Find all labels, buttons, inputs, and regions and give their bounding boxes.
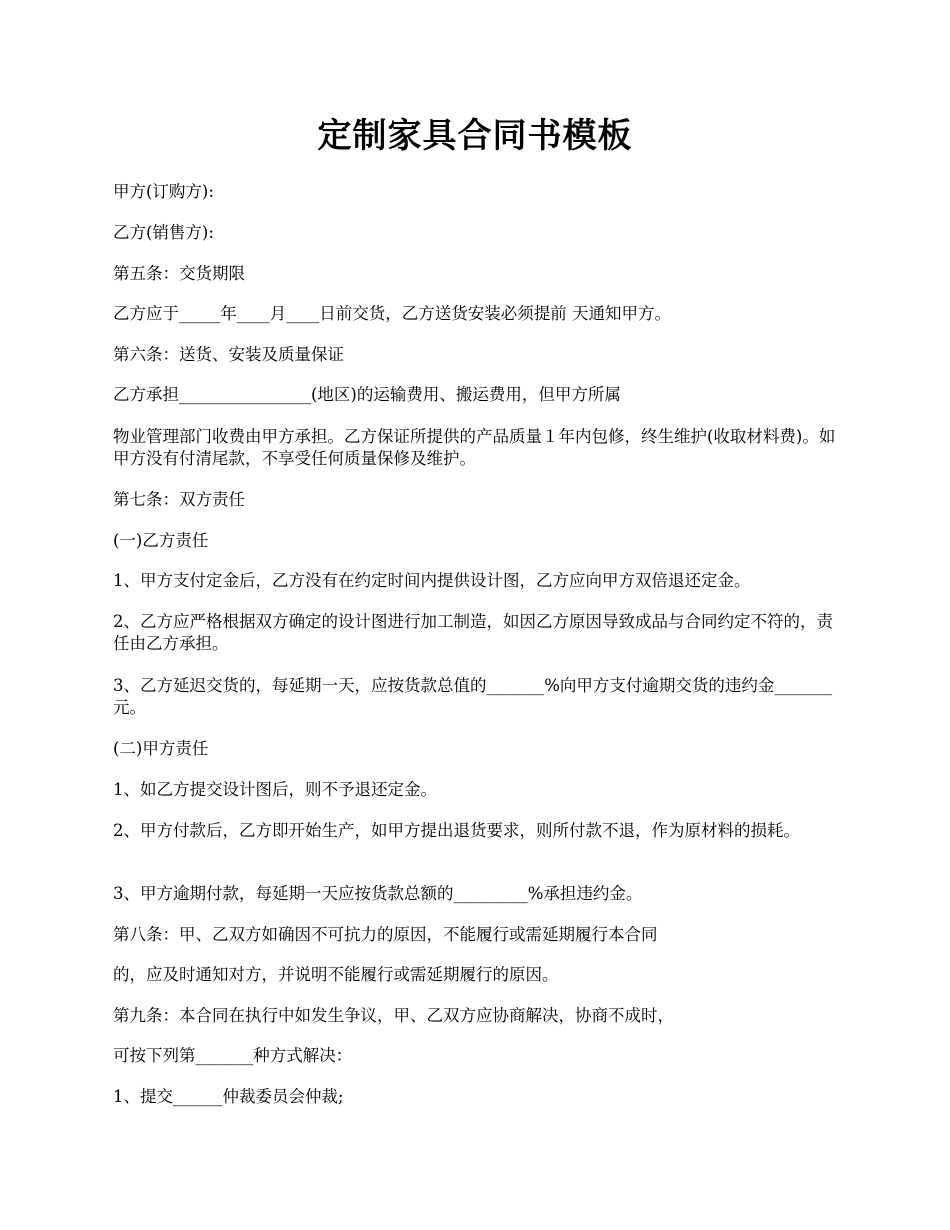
article-9-text-2: 可按下列第_______种方式解决： bbox=[113, 1046, 353, 1065]
arbitration-option-1: 1、提交______仲裁委员会仲裁; bbox=[113, 1087, 344, 1106]
party-a-duties-heading: (二)甲方责任 bbox=[113, 739, 209, 758]
party-a-duty-3: 3、甲方逾期付款，每延期一天应按货款总额的_________%承担违约金。 bbox=[113, 884, 643, 903]
party-a-duty-1: 1、如乙方提交设计图后，则不予退还定金。 bbox=[113, 780, 437, 799]
party-a-line: 甲方(订购方): bbox=[113, 182, 214, 201]
party-b-duty-1: 1、甲方支付定金后，乙方没有在约定时间内提供设计图，乙方应向甲方双倍退还定金。 bbox=[113, 571, 751, 590]
party-a-duty-2: 2、甲方付款后，乙方即开始生产，如甲方提出退货要求，则所付款不退，作为原材料的损耗。 bbox=[113, 821, 800, 840]
article-7-heading: 第七条：双方责任 bbox=[113, 490, 245, 509]
article-8-text-1: 第八条：甲、乙双方如确因不可抗力的原因，不能履行或需延期履行本合同 bbox=[113, 925, 658, 944]
article-5-heading: 第五条：交货期限 bbox=[113, 264, 245, 283]
party-b-duty-3: 3、乙方延迟交货的，每延期一天，应按货款总值的_______%向甲方支付逾期交货的违约金_______元。 bbox=[113, 676, 833, 717]
article-8-text-2: 的，应及时通知对方，并说明不能履行或需延期履行的原因。 bbox=[113, 965, 559, 984]
article-5-text: 乙方应于_____年____月____日前交货，乙方送货安装必须提前 天通知甲方。 bbox=[113, 304, 671, 323]
article-6-heading: 第六条：送货、安装及质量保证 bbox=[113, 345, 344, 364]
party-b-duties-heading: (一)乙方责任 bbox=[113, 531, 209, 550]
article-6-text-2: 物业管理部门收费由甲方承担。乙方保证所提供的产品质量１年内包修，终生维护(收取材料费)。如甲方没有付清尾款，不享受任何质量保修及维护。 bbox=[113, 427, 836, 468]
article-6-text-1: 乙方承担________________(地区)的运输费用、搬运费用，但甲方所属 bbox=[113, 385, 621, 404]
article-9-text-1: 第九条：本合同在执行中如发生争议，甲、乙双方应协商解决，协商不成时， bbox=[113, 1006, 674, 1025]
party-b-duty-2: 2、乙方应严格根据双方确定的设计图进行加工制造，如因乙方原因导致成品与合同约定不符的，责任由乙方承担。 bbox=[113, 612, 833, 653]
document-title: 定制家具合同书模板 bbox=[317, 116, 633, 156]
party-b-line: 乙方(销售方): bbox=[113, 223, 214, 242]
